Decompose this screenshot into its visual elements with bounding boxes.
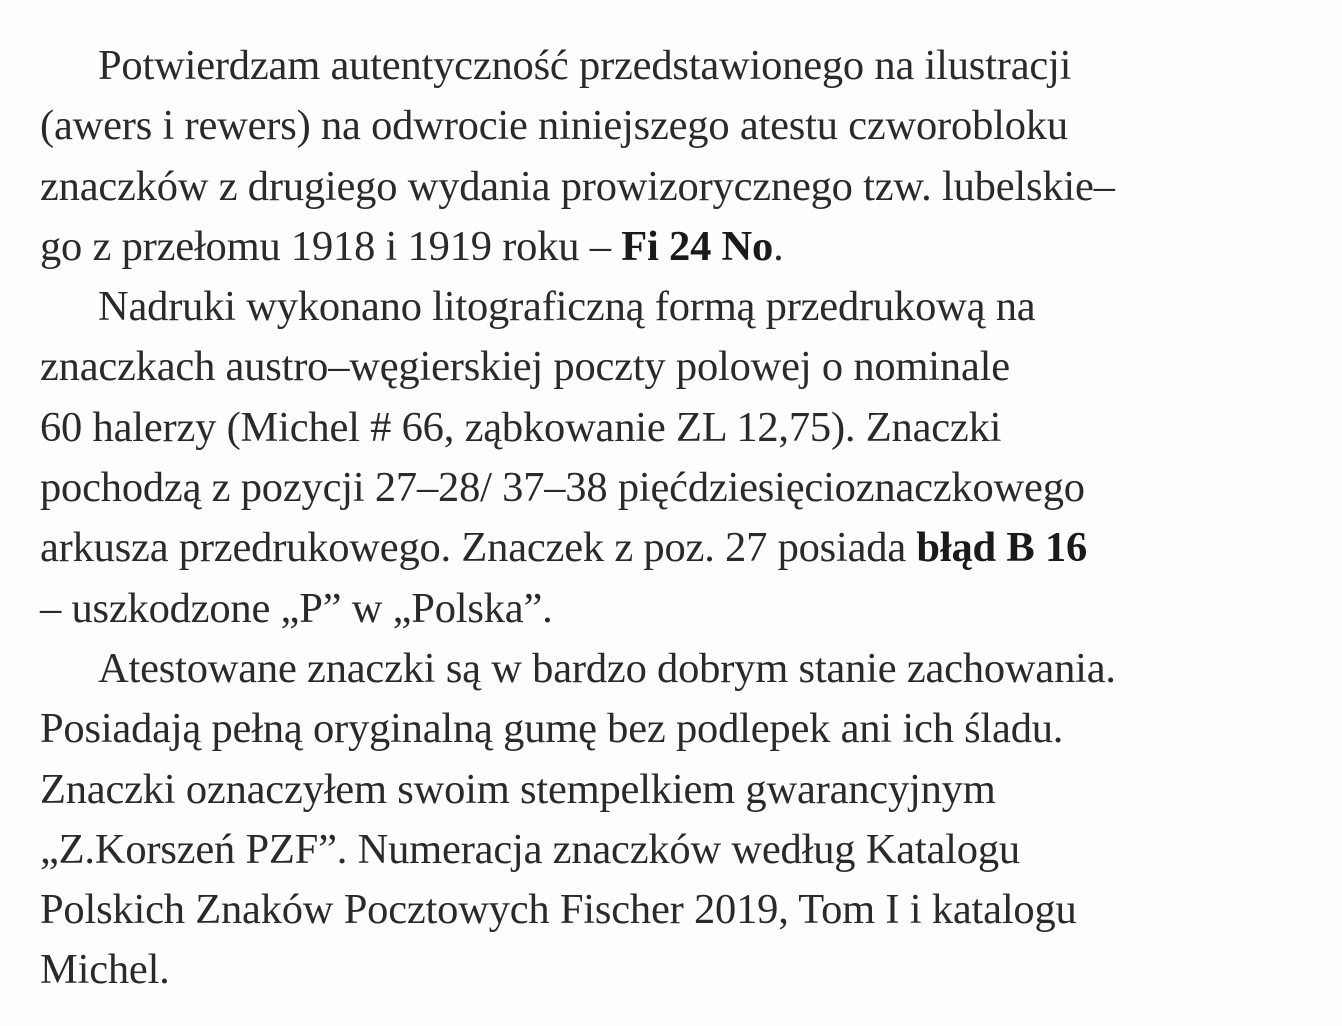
paragraph-3-line-6: [40, 940, 1310, 1000]
text-segment: Atestowane znaczki są w bardzo dobrym stanie zachowania.: [98, 644, 1116, 692]
text-segment: znaczków z drugiego wydania prowizorycznego tzw. lubelskie–: [40, 162, 1115, 210]
text-segment: Potwierdzam autentyczność przedstawionego na ilustracji: [98, 42, 1072, 89]
paragraph-2-line-4: [40, 458, 1310, 518]
text-segment: pochodzą z pozycji 27–28/ 37–38 pięćdziesięcioznaczkowego: [40, 464, 1085, 512]
paragraph-3-line-1: [40, 639, 1310, 699]
text-segment: – uszkodzone „P” w „Polska”.: [40, 584, 553, 632]
text-segment: znaczkach austro–węgierskiej poczty polowej o nominale: [40, 343, 1010, 391]
paragraph-2-line-2: [40, 337, 1310, 397]
paragraph-1-line-1: [40, 36, 1310, 96]
paragraph-2-line-3: [40, 398, 1310, 458]
text-segment: go z przełomu 1918 i 1919 roku –: [40, 222, 622, 270]
paragraph-1-line-3: [40, 157, 1310, 217]
text-segment: 60 halerzy (Michel # 66, ząbkowanie ZL 12,75). Znaczki: [40, 403, 1002, 451]
paragraph-3-line-5: [40, 880, 1310, 940]
certificate-text: [40, 36, 1310, 1001]
paragraph-1-line-4: [40, 217, 1310, 277]
catalog-number: Fi 24 No: [621, 222, 774, 270]
text-segment: Michel.: [40, 946, 170, 994]
text-segment: Polskich Znaków Pocztowych Fischer 2019, Tom I i katalogu: [40, 886, 1077, 934]
paragraph-2-line-5: [40, 518, 1310, 578]
text-segment: (awers i rewers) na odwrocie niniejszego atestu czworobloku: [40, 102, 1068, 150]
paragraph-3-line-4: [40, 820, 1310, 880]
paragraph-1-line-2: [40, 96, 1310, 156]
text-segment: Nadruki wykonano litograficzną formą przedrukową na: [98, 283, 1036, 331]
paragraph-2-line-1: [40, 277, 1310, 337]
text-segment: Znaczki oznaczyłem swoim stempelkiem gwarancyjnym: [40, 765, 996, 813]
text-segment: arkusza przedrukowego. Znaczek z poz. 27 posiada: [40, 524, 917, 572]
text-segment: .: [773, 222, 784, 270]
text-segment: „Z.Korszeń PZF”. Numeracja znaczków według Katalogu: [40, 825, 1020, 873]
paragraph-3-line-3: [40, 760, 1310, 820]
error-designation: błąd B 16: [916, 524, 1088, 572]
text-segment: Posiadają pełną oryginalną gumę bez podlepek ani ich śladu.: [40, 705, 1064, 753]
paragraph-3-line-2: [40, 699, 1310, 759]
paragraph-2-line-6: [40, 579, 1310, 639]
